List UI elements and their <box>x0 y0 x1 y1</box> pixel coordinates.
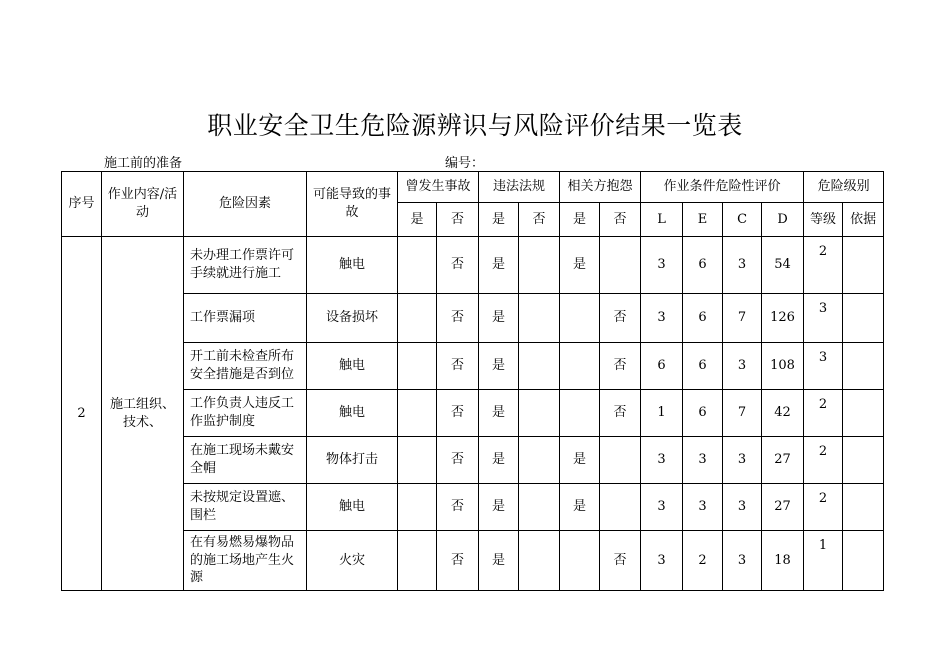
complaint-yes-cell <box>560 343 600 390</box>
e-cell: 3 <box>683 484 723 531</box>
table-row <box>62 294 884 343</box>
violation-yes-cell: 是 <box>479 343 519 390</box>
e-cell: 6 <box>683 343 723 390</box>
table-row <box>62 237 884 294</box>
d-cell: 126 <box>762 294 804 343</box>
l-cell: 3 <box>641 531 683 591</box>
complaint-yes-cell <box>560 294 600 343</box>
subheader-l: L <box>641 203 683 237</box>
header-risk-level: 危险级别 <box>804 172 884 203</box>
complaint-no-cell <box>600 484 641 531</box>
subheader-basis: 依据 <box>843 203 884 237</box>
basis-cell <box>843 437 884 484</box>
violation-yes-cell: 是 <box>479 294 519 343</box>
past-yes-cell <box>398 237 437 294</box>
e-cell: 2 <box>683 531 723 591</box>
c-cell: 3 <box>723 343 762 390</box>
grade-cell: 2 <box>804 237 843 294</box>
past-yes-cell <box>398 484 437 531</box>
d-cell: 54 <box>762 237 804 294</box>
group-seq: 2 <box>62 237 102 591</box>
page-title: 职业安全卫生危险源辨识与风险评价结果一览表 <box>207 111 743 140</box>
l-cell: 3 <box>641 294 683 343</box>
table-row <box>62 484 884 531</box>
header-violation: 违法法规 <box>479 172 560 203</box>
hazard-cell: 未办理工作票许可手续就进行施工 <box>184 237 307 294</box>
past-no-cell: 否 <box>437 237 479 294</box>
subheader-yes: 是 <box>479 203 519 237</box>
grade-cell: 2 <box>804 390 843 437</box>
c-cell: 3 <box>723 437 762 484</box>
e-cell: 3 <box>683 437 723 484</box>
violation-no-cell <box>519 437 560 484</box>
number-label: 编号： <box>445 156 485 171</box>
basis-cell <box>843 294 884 343</box>
past-yes-cell <box>398 531 437 591</box>
e-cell: 6 <box>683 237 723 294</box>
e-cell: 6 <box>683 390 723 437</box>
header-row <box>62 172 884 203</box>
table-row <box>62 531 884 591</box>
complaint-no-cell: 否 <box>600 294 641 343</box>
c-cell: 7 <box>723 390 762 437</box>
header-seq: 序号 <box>62 172 102 237</box>
past-yes-cell <box>398 294 437 343</box>
grade-cell: 3 <box>804 294 843 343</box>
hazard-cell: 在有易燃易爆物品的施工场地产生火源 <box>184 531 307 591</box>
accident-cell: 火灾 <box>307 531 398 591</box>
complaint-yes-cell <box>560 390 600 437</box>
violation-no-cell <box>519 390 560 437</box>
subheader-no: 否 <box>600 203 641 237</box>
grade-cell: 3 <box>804 343 843 390</box>
hazard-cell: 工作票漏项 <box>184 294 307 343</box>
past-no-cell: 否 <box>437 531 479 591</box>
complaint-no-cell <box>600 237 641 294</box>
hazard-cell: 未按规定设置遮、围栏 <box>184 484 307 531</box>
basis-cell <box>843 531 884 591</box>
complaint-yes-cell: 是 <box>560 484 600 531</box>
header-accident: 可能导致的事故 <box>307 172 398 237</box>
hazard-cell: 工作负责人违反工作监护制度 <box>184 390 307 437</box>
section-label: 施工前的准备 <box>104 156 183 171</box>
accident-cell: 设备损坏 <box>307 294 398 343</box>
subheader-yes: 是 <box>560 203 600 237</box>
d-cell: 27 <box>762 484 804 531</box>
basis-cell <box>843 390 884 437</box>
l-cell: 3 <box>641 237 683 294</box>
group-activity: 施工组织、技术、 <box>102 237 184 591</box>
violation-yes-cell: 是 <box>479 437 519 484</box>
c-cell: 3 <box>723 484 762 531</box>
table-row <box>62 437 884 484</box>
header-past-accident: 曾发生事故 <box>398 172 479 203</box>
subheader-no: 否 <box>519 203 560 237</box>
accident-cell: 触电 <box>307 237 398 294</box>
violation-yes-cell: 是 <box>479 237 519 294</box>
complaint-no-cell: 否 <box>600 343 641 390</box>
l-cell: 1 <box>641 390 683 437</box>
table-row <box>62 390 884 437</box>
l-cell: 3 <box>641 437 683 484</box>
subheader-yes: 是 <box>398 203 437 237</box>
violation-yes-cell: 是 <box>479 390 519 437</box>
past-yes-cell <box>398 390 437 437</box>
complaint-yes-cell: 是 <box>560 237 600 294</box>
grade-cell: 2 <box>804 437 843 484</box>
violation-no-cell <box>519 294 560 343</box>
complaint-yes-cell <box>560 531 600 591</box>
header-activity: 作业内容/活动 <box>102 172 184 237</box>
violation-no-cell <box>519 237 560 294</box>
hazard-cell: 开工前未检查所布安全措施是否到位 <box>184 343 307 390</box>
violation-no-cell <box>519 343 560 390</box>
d-cell: 18 <box>762 531 804 591</box>
violation-yes-cell: 是 <box>479 531 519 591</box>
table-row <box>62 343 884 390</box>
past-no-cell: 否 <box>437 437 479 484</box>
l-cell: 6 <box>641 343 683 390</box>
l-cell: 3 <box>641 484 683 531</box>
accident-cell: 物体打击 <box>307 437 398 484</box>
basis-cell <box>843 484 884 531</box>
e-cell: 6 <box>683 294 723 343</box>
c-cell: 3 <box>723 531 762 591</box>
violation-no-cell <box>519 531 560 591</box>
accident-cell: 触电 <box>307 343 398 390</box>
c-cell: 3 <box>723 237 762 294</box>
complaint-yes-cell: 是 <box>560 437 600 484</box>
d-cell: 27 <box>762 437 804 484</box>
past-yes-cell <box>398 437 437 484</box>
violation-no-cell <box>519 484 560 531</box>
past-no-cell: 否 <box>437 294 479 343</box>
violation-yes-cell: 是 <box>479 484 519 531</box>
past-no-cell: 否 <box>437 484 479 531</box>
subheader-grade: 等级 <box>804 203 843 237</box>
header-condition-eval: 作业条件危险性评价 <box>641 172 804 203</box>
hazard-cell: 在施工现场未戴安全帽 <box>184 437 307 484</box>
accident-cell: 触电 <box>307 390 398 437</box>
header-complaint: 相关方抱怨 <box>560 172 641 203</box>
basis-cell <box>843 237 884 294</box>
risk-assessment-table <box>61 171 884 591</box>
d-cell: 108 <box>762 343 804 390</box>
subheader-c: C <box>723 203 762 237</box>
subheader-e: E <box>683 203 723 237</box>
subheader-no: 否 <box>437 203 479 237</box>
past-no-cell: 否 <box>437 390 479 437</box>
header-hazard: 危险因素 <box>184 172 307 237</box>
accident-cell: 触电 <box>307 484 398 531</box>
c-cell: 7 <box>723 294 762 343</box>
grade-cell: 2 <box>804 484 843 531</box>
past-yes-cell <box>398 343 437 390</box>
d-cell: 42 <box>762 390 804 437</box>
complaint-no-cell: 否 <box>600 531 641 591</box>
grade-cell: 1 <box>804 531 843 591</box>
past-no-cell: 否 <box>437 343 479 390</box>
complaint-no-cell: 否 <box>600 390 641 437</box>
basis-cell <box>843 343 884 390</box>
complaint-no-cell <box>600 437 641 484</box>
subheader-d: D <box>762 203 804 237</box>
